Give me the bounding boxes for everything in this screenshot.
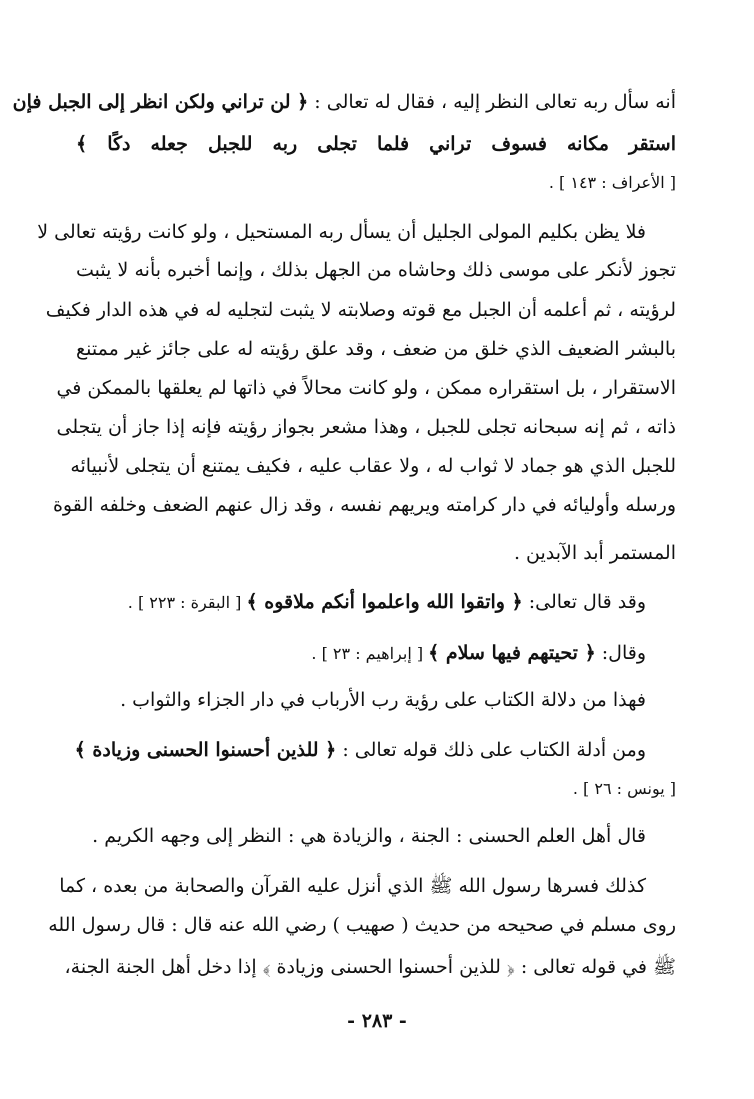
text-line xyxy=(76,533,676,573)
text-line xyxy=(76,816,646,856)
quran-verse: ﴿ واتقوا الله واعلموا أنكم ملاقوه ﴾ xyxy=(246,591,523,613)
body-text: بالبشر الضعيف الذي خلق من ضعف ، وقد علق رؤيته له على جائز غير ممتنع xyxy=(76,338,676,360)
body-text: تجوز لأنكر على موسى ذلك وحاشاه من الجهل بذلك ، وإنما أخبره بأنه لا يثبت xyxy=(76,259,676,281)
body-text: فهذا من دلالة الكتاب على رؤية رب الأرباب في دار الجزاء والثواب . xyxy=(120,689,646,711)
text-line xyxy=(76,329,676,369)
verse-reference: [ إبراهيم : ٢٣ ] . xyxy=(311,644,429,663)
page-number: - ٢٨٣ - xyxy=(347,1010,407,1032)
body-text: قال أهل العلم الحسنى : الجنة ، والزيادة هي : النظر إلى وجهه الكريم . xyxy=(92,825,646,847)
text-line xyxy=(64,947,676,987)
body-text: المستمر أبد الآبدين . xyxy=(513,542,676,564)
quran-verse: استقر مكانه فسوف تراني فلما تجلى ربه للجبل جعله دكًا ﴾ xyxy=(76,133,676,155)
text-line xyxy=(37,212,646,252)
text-line xyxy=(76,124,676,164)
text-line xyxy=(76,582,646,622)
body-text: فلا يظن بكليم المولى الجليل أن يسأل ربه المستحيل ، ولو كانت رؤيته تعالى لا xyxy=(37,221,646,243)
body-text: للجبل الذي هو جماد لا ثواب له ، ولا عقاب عليه ، فكيف يمتنع أن يتجلى لأنبيائه xyxy=(70,455,676,477)
body-text: الاستقرار ، بل استقراره ممكن ، ولو كانت محالاً في ذاتها لم يعلقها بالممكن في xyxy=(56,377,676,399)
text-line xyxy=(12,82,676,122)
text-line xyxy=(70,446,676,486)
text-line xyxy=(56,407,676,447)
quran-verse: ﴿ تحيتهم فيها سلام ﴾ xyxy=(428,642,596,664)
text-line xyxy=(76,730,646,770)
body-text: ذاته ، ثم إنه سبحانه تجلى للجبل ، وهذا مشعر بجواز رؤيته فإنه إذا جاز أن يتجلى xyxy=(56,416,676,438)
body-text: روى مسلم في صحيحه من حديث ( صهيب ) رضي الله عنه قال : قال رسول الله xyxy=(48,914,676,936)
body-text: ومن أدلة الكتاب على ذلك قوله تعالى : xyxy=(336,739,646,761)
text-line xyxy=(59,866,646,906)
text-line xyxy=(56,368,676,408)
body-text: لرؤيته ، ثم أعلمه أن الجبل مع قوته وصلابته لا يثبت لتجليه له في هذه الدار فكيف xyxy=(45,299,676,321)
body-text: أنه سأل ربه تعالى النظر إليه ، فقال له تعالى : xyxy=(308,91,676,113)
verse-reference-line xyxy=(76,768,676,808)
text-line xyxy=(48,905,676,945)
body-text: كذلك فسرها رسول الله ﷺ الذي أنزل عليه القرآن والصحابة من بعده ، كما xyxy=(59,875,646,897)
quran-verse: ﴿ لن تراني ولكن انظر إلى الجبل فإن xyxy=(12,91,309,113)
text-line xyxy=(45,290,676,330)
text-line xyxy=(52,485,676,525)
body-text: ﷺ في قوله تعالى : ﴿ للذين أحسنوا الحسنى وزيادة ﴾ إذا دخل أهل الجنة الجنة، xyxy=(64,956,676,978)
body-text: ورسله وأوليائه في دار كرامته ويريهم نفسه ، وقد زال عنهم الضعف وخلفه القوة xyxy=(52,494,676,516)
body-text: وقال: xyxy=(595,642,646,664)
body-text: وقد قال تعالى: xyxy=(522,591,646,613)
verse-reference-line xyxy=(76,162,676,202)
text-line xyxy=(76,633,646,673)
text-line xyxy=(76,680,646,720)
quran-verse: ﴿ للذين أحسنوا الحسنى وزيادة ﴾ xyxy=(74,739,337,761)
verse-reference: [ يونس : ٢٦ ] . xyxy=(572,779,676,798)
verse-reference: [ الأعراف : ١٤٣ ] . xyxy=(548,173,676,192)
verse-reference: [ البقرة : ٢٢٣ ] . xyxy=(127,593,247,612)
text-line xyxy=(76,250,676,290)
